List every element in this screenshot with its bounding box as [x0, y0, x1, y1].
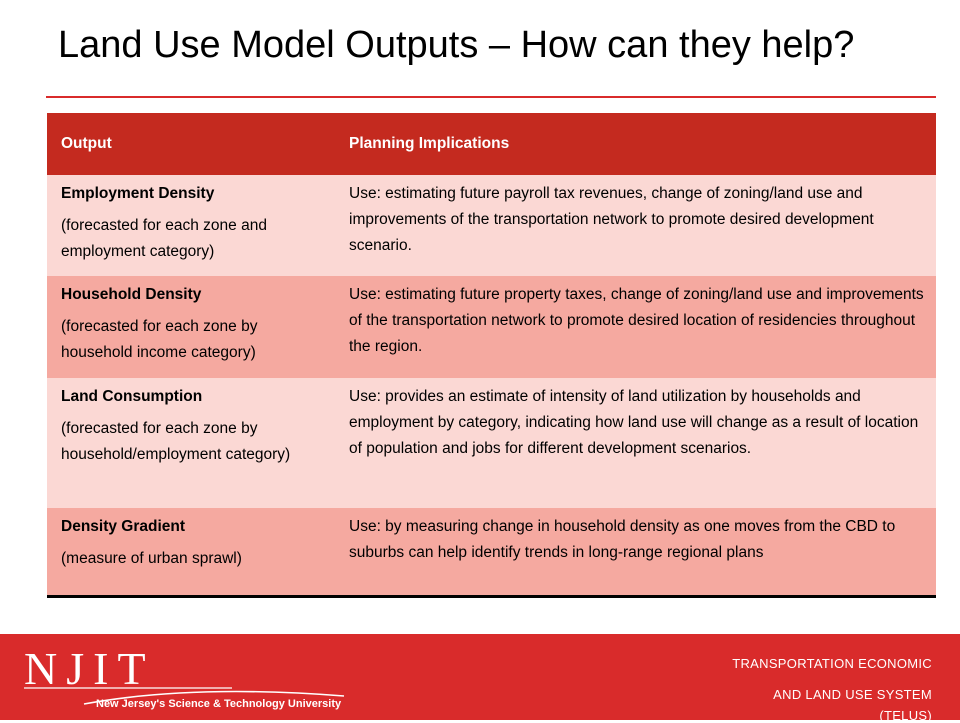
- title-divider: [46, 96, 936, 98]
- output-detail: (forecasted for each zone by household income category): [61, 318, 258, 361]
- table-row: [47, 508, 936, 595]
- planning-implication: Use: estimating future payroll tax revenues, change of zoning/land use and improvements of the transportation network to promote desired development scenario.: [329, 175, 936, 276]
- logo-tagline: New Jersey's Science & Technology University: [96, 698, 342, 710]
- footer-bar: [0, 634, 960, 723]
- table-row: [47, 378, 936, 508]
- planning-implication: Use: estimating future property taxes, change of zoning/land use and improvements of the transportation network to promote desired location of residencies throughout the region.: [329, 276, 936, 378]
- footer-line-2: AND LAND USE SYSTEM: [773, 687, 932, 702]
- table-bottom-border: [47, 595, 936, 598]
- header-planning-implications: Planning Implications: [329, 113, 936, 175]
- output-detail: (forecasted for each zone by household/employment category): [61, 420, 291, 463]
- footer-line-1: TRANSPORTATION ECONOMIC: [732, 656, 932, 671]
- output-name: Household Density: [61, 286, 202, 303]
- planning-implication: Use: by measuring change in household density as one moves from the CBD to suburbs can help identify trends in long-range regional plans: [329, 508, 936, 595]
- output-name: Density Gradient: [61, 518, 186, 535]
- outputs-table: [47, 113, 936, 595]
- logo-wordmark: NJIT: [24, 644, 155, 694]
- output-detail: (measure of urban sprawl): [61, 550, 242, 567]
- planning-implication: Use: provides an estimate of intensity of land utilization by households and employment by category, indicating how land use will change as a result of location of population and jobs for different development scenarios.: [329, 378, 936, 508]
- output-name: Land Consumption: [61, 388, 203, 405]
- table-header-row: [47, 113, 936, 175]
- table-row: [47, 175, 936, 276]
- header-output: Output: [47, 113, 329, 175]
- njit-logo: [22, 644, 362, 714]
- output-detail: (forecasted for each zone and employment category): [61, 217, 267, 260]
- footer-line-3: (TELUS): [879, 708, 932, 723]
- table-row: [47, 276, 936, 378]
- slide-title: Land Use Model Outputs – How can they help?: [58, 24, 855, 66]
- output-name: Employment Density: [61, 185, 215, 202]
